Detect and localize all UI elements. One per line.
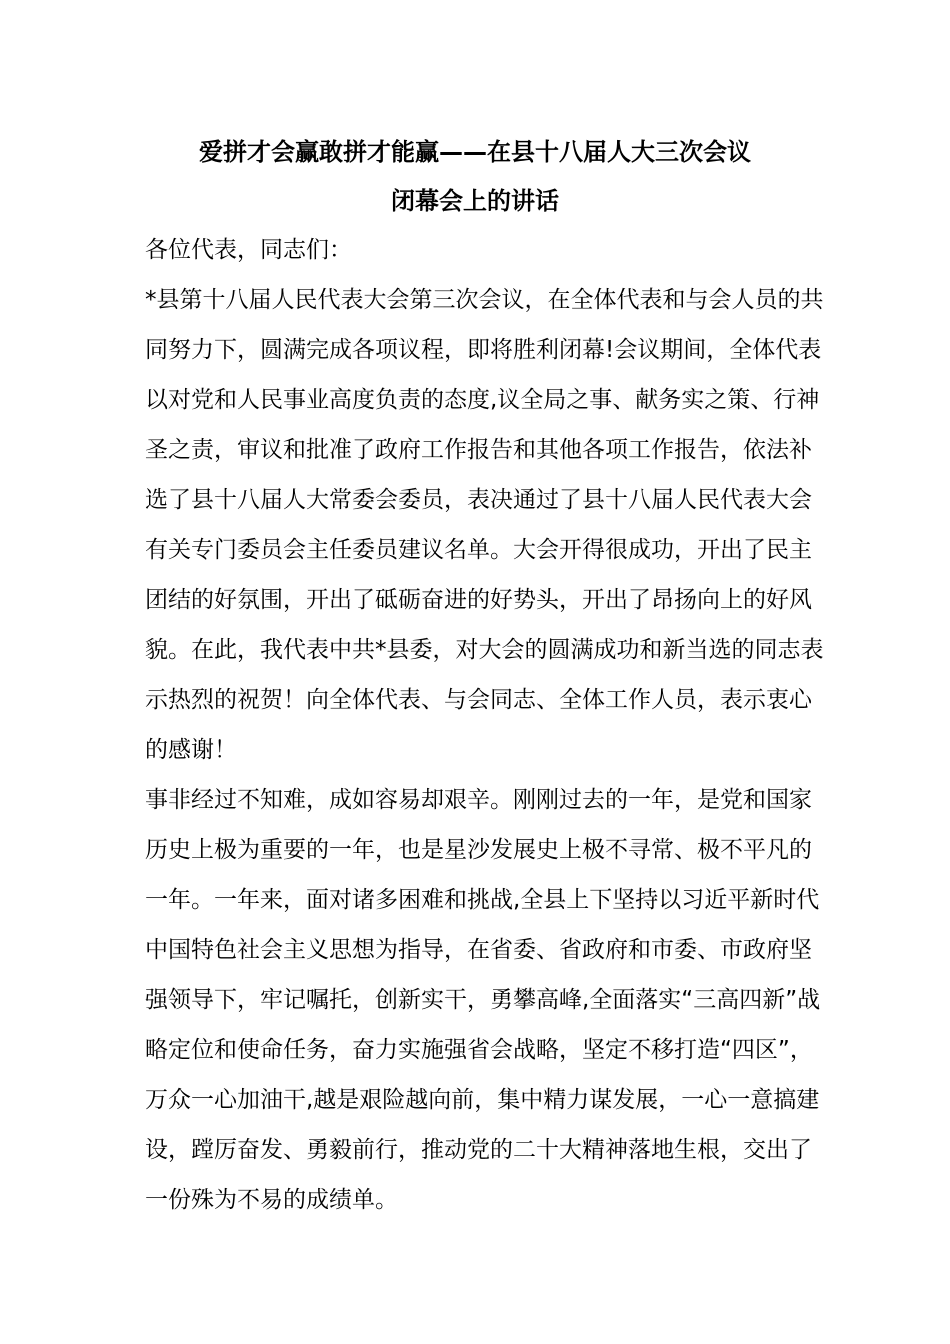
text-line: 的感谢！ xyxy=(145,737,237,763)
text-line: 一年。一年来，面对诸多困难和挑战,全县上下坚持以习近平新时代 xyxy=(145,887,820,913)
text-line: 貌。在此，我代表中共*县委，对大会的圆满成功和新当选的同志表 xyxy=(145,637,824,663)
document-title-line-2: 闭幕会上的讲话 xyxy=(391,187,559,215)
text-line: 略定位和使命任务，奋力实施强省会战略，坚定不移打造“四区”， xyxy=(145,1037,813,1063)
text-line: 有关专门委员会主任委员建议名单。大会开得很成功，开出了民主 xyxy=(145,537,812,563)
text-line: 示热烈的祝贺！向全体代表、与会同志、全体工作人员，表示衷心 xyxy=(145,687,812,713)
text-line: 圣之责，审议和批准了政府工作报告和其他各项工作报告，依法补 xyxy=(145,437,812,463)
text-line: 万众一心加油干,越是艰险越向前，集中精力谋发展，一心一意搞建 xyxy=(145,1087,820,1113)
text-line: 团结的好氛围，开出了砥砺奋进的好势头，开出了昂扬向上的好风 xyxy=(145,587,812,613)
text-line-salutation: 各位代表，同志们： xyxy=(145,237,352,263)
text-line: 以对党和人民事业高度负责的态度,议全局之事、献务实之策、行神 xyxy=(145,387,820,413)
text-line: 历史上极为重要的一年，也是星沙发展史上极不寻常、极不平凡的 xyxy=(145,837,812,863)
text-line: 设，蹚厉奋发、勇毅前行，推动党的二十大精神落地生根，交出了 xyxy=(145,1137,812,1163)
text-line: 同努力下，圆满完成各项议程，即将胜利闭幕!会议期间，全体代表 xyxy=(145,337,822,363)
text-line: 选了县十八届人大常委会委员，表决通过了县十八届人民代表大会 xyxy=(145,487,812,513)
text-line: 一份殊为不易的成绩单。 xyxy=(145,1187,398,1213)
text-line: 事非经过不知难，成如容易却艰辛。刚刚过去的一年，是党和国家 xyxy=(145,787,812,813)
text-line: 强领导下，牢记嘱托，创新实干，勇攀高峰,全面落实“三高四新”战 xyxy=(145,987,821,1013)
text-line: *县第十八届人民代表大会第三次会议，在全体代表和与会人员的共 xyxy=(145,287,824,313)
text-line: 中国特色社会主义思想为指导，在省委、省政府和市委、市政府坚 xyxy=(145,937,812,963)
document-body xyxy=(145,232,825,1232)
document-title-line-1: 爱拼才会赢敢拼才能赢——在县十八届人大三次会议 xyxy=(199,138,751,166)
